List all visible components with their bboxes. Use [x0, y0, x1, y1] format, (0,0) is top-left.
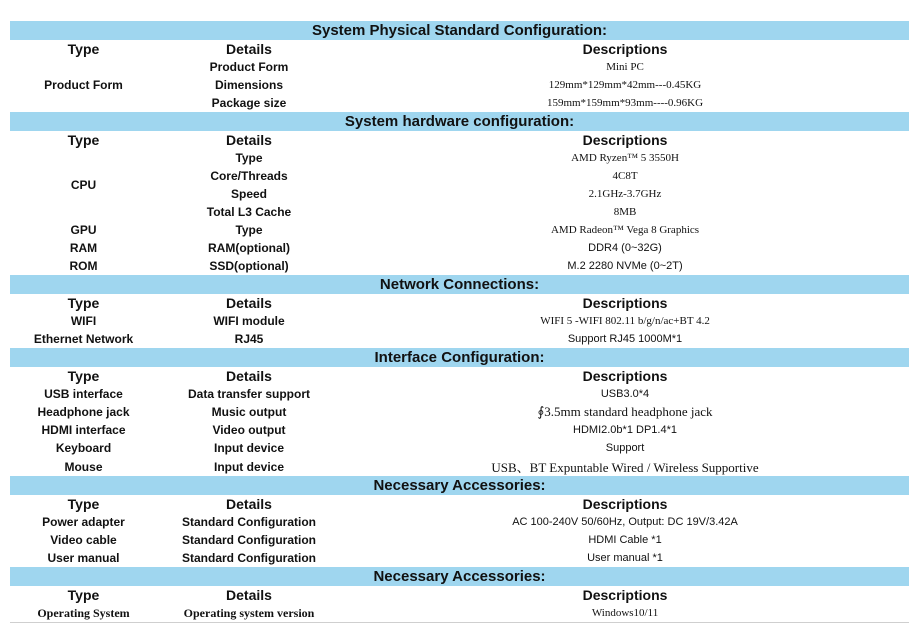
header-type: Type — [67, 295, 100, 311]
row-description: AMD Ryzen™ 5 3550H — [571, 152, 679, 164]
row-details: Dimensions — [214, 78, 283, 92]
row-description: 129mm*129mm*42mm---0.45KG — [548, 79, 702, 91]
section-title: System hardware configuration: — [10, 112, 909, 131]
row-type: Power adapter — [42, 515, 125, 529]
row-description: WIFI 5 -WIFI 802.11 b/g/n/ac+BT 4.2 — [540, 315, 710, 327]
row-details: Standard Configuration — [182, 533, 316, 547]
row-details: Type — [235, 151, 263, 165]
spec-table — [10, 21, 909, 623]
header-descriptions: Descriptions — [582, 295, 668, 311]
row-description: 8MB — [613, 206, 637, 218]
row-type: RAM — [69, 241, 98, 255]
header-descriptions: Descriptions — [582, 132, 668, 148]
section-title: Necessary Accessories: — [10, 476, 909, 495]
header-details: Details — [226, 295, 272, 311]
row-details: Speed — [230, 187, 267, 201]
row-description: 2.1GHz-3.7GHz — [588, 188, 662, 200]
row-description: DDR4 (0~32G) — [588, 242, 662, 254]
row-type: WIFI — [70, 314, 97, 328]
row-description: Mini PC — [606, 61, 644, 73]
row-type: HDMI interface — [41, 423, 126, 437]
row-details: Total L3 Cache — [206, 205, 292, 219]
section-title: Interface Configuration: — [10, 348, 909, 367]
row-description: HDMI Cable *1 — [588, 534, 662, 546]
row-description: Windows10/11 — [591, 607, 659, 619]
section-title: Network Connections: — [10, 275, 909, 294]
row-type: Video cable — [50, 533, 117, 547]
row-details: WIFI module — [213, 314, 285, 328]
header-descriptions: Descriptions — [582, 587, 668, 603]
row-description: AMD Radeon™ Vega 8 Graphics — [550, 224, 700, 236]
bottom-divider — [10, 622, 909, 623]
row-details: Package size — [211, 96, 287, 110]
header-details: Details — [226, 496, 272, 512]
row-details: Input device — [213, 459, 284, 474]
row-details: RJ45 — [234, 332, 264, 346]
row-type: USB interface — [44, 387, 123, 401]
row-description: 4C8T — [612, 170, 638, 182]
header-details: Details — [226, 132, 272, 148]
header-type: Type — [67, 496, 100, 512]
row-type: Keyboard — [55, 441, 112, 455]
row-details: Standard Configuration — [182, 515, 316, 529]
row-details: Music output — [211, 405, 287, 419]
row-type: Operating System — [37, 605, 130, 620]
row-description: HDMI2.0b*1 DP1.4*1 — [573, 424, 677, 436]
row-details: Video output — [212, 423, 286, 437]
header-details: Details — [226, 368, 272, 384]
row-description: Support — [605, 442, 645, 454]
row-description: 159mm*159mm*93mm----0.96KG — [546, 97, 704, 109]
row-details: Product Form — [209, 60, 289, 74]
row-type: Ethernet Network — [33, 332, 134, 346]
row-details: Operating system version — [183, 605, 315, 620]
header-descriptions: Descriptions — [582, 496, 668, 512]
row-type: User manual — [47, 551, 120, 565]
row-description: User manual *1 — [587, 552, 663, 564]
header-descriptions: Descriptions — [582, 41, 668, 57]
row-type: GPU — [70, 223, 97, 237]
row-description: USB、BT Expuntable Wired / Wireless Supportive — [491, 460, 759, 475]
header-details: Details — [226, 587, 272, 603]
header-type: Type — [67, 41, 100, 57]
section-title: Necessary Accessories: — [10, 567, 909, 586]
header-type: Type — [67, 587, 100, 603]
row-details: RAM(optional) — [208, 241, 290, 255]
header-type: Type — [67, 132, 100, 148]
row-description: USB3.0*4 — [600, 388, 650, 400]
row-details: Input device — [213, 441, 284, 455]
header-details: Details — [226, 41, 272, 57]
row-type: Product Form — [44, 78, 123, 92]
row-type: Headphone jack — [37, 405, 130, 419]
row-details: Data transfer support — [187, 387, 311, 401]
row-type: Mouse — [64, 459, 103, 474]
row-type: CPU — [70, 178, 97, 192]
row-details: Standard Configuration — [182, 551, 316, 565]
row-type: ROM — [69, 259, 98, 273]
header-descriptions: Descriptions — [582, 368, 668, 384]
row-description: M.2 2280 NVMe (0~2T) — [567, 260, 683, 272]
row-description: AC 100-240V 50/60Hz, Output: DC 19V/3.42A — [512, 516, 738, 528]
row-description: Support RJ45 1000M*1 — [567, 333, 683, 345]
section-title: System Physical Standard Configuration: — [10, 21, 909, 40]
row-details: Type — [235, 223, 263, 237]
row-details: SSD(optional) — [209, 259, 289, 273]
row-description: ∮3.5mm standard headphone jack — [537, 404, 713, 419]
row-details: Core/Threads — [210, 169, 288, 183]
header-type: Type — [67, 368, 100, 384]
